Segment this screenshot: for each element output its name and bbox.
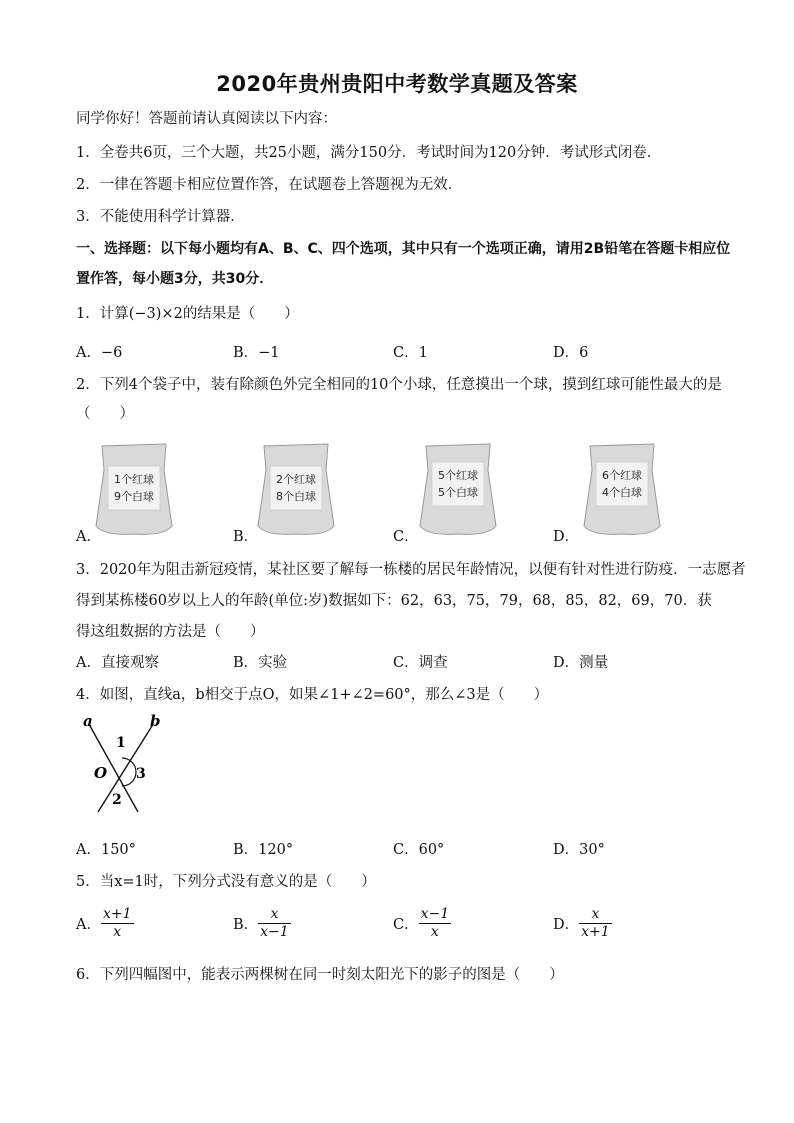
question-5-option-b-label: B． bbox=[233, 917, 259, 933]
bag-d-image bbox=[582, 440, 662, 540]
question-2-stem-line-1: 2．下列4个袋子中，装有除颜色外完全相同的10个小球，任意摸出一个球，摸到红球可能性最大的是 bbox=[76, 377, 722, 393]
question-5-option-c[interactable] bbox=[393, 906, 451, 941]
question-1-option-a[interactable]: A．−6 bbox=[76, 345, 123, 361]
label-line-a: a bbox=[83, 712, 93, 730]
bag-b-label-2: 8个白球 bbox=[276, 490, 316, 503]
fraction-a-numerator: x+1 bbox=[102, 906, 132, 922]
question-2-stem-line-2: （ ） bbox=[76, 406, 134, 422]
question-3-option-d[interactable]: D．测量 bbox=[553, 655, 609, 671]
fraction-b-denominator: x−1 bbox=[260, 924, 289, 940]
question-3-option-c[interactable]: C．调查 bbox=[393, 655, 448, 671]
question-1-stem bbox=[76, 302, 299, 323]
question-5-option-c-label: C． bbox=[393, 917, 419, 933]
bag-a-image bbox=[94, 440, 174, 540]
intro-rule-3: 3．不能使用科学计算器． bbox=[76, 209, 245, 225]
question-2-option-c[interactable]: C． bbox=[393, 529, 419, 545]
question-5-option-a[interactable] bbox=[76, 906, 134, 941]
label-point-o: O bbox=[94, 764, 108, 782]
question-1-option-b[interactable]: B．−1 bbox=[233, 345, 280, 361]
fraction-b bbox=[258, 906, 291, 941]
bag-c-label-2: 5个白球 bbox=[438, 486, 478, 499]
intro-greeting: 同学你好！答题前请认真阅读以下内容： bbox=[76, 111, 337, 127]
question-6-stem: 6．下列四幅图中，能表示两棵树在同一时刻太阳光下的影子的图是（ ） bbox=[76, 967, 564, 983]
question-5-option-b[interactable] bbox=[233, 906, 291, 941]
bag-c-image bbox=[418, 440, 498, 540]
fraction-c bbox=[419, 906, 452, 941]
question-1-stem-end: 的结果是（ ） bbox=[182, 306, 299, 322]
fraction-c-numerator: x−1 bbox=[420, 906, 450, 922]
question-4-option-c[interactable]: C．60° bbox=[393, 842, 445, 858]
question-4-stem: 4．如图，直线a，b相交于点O，如果∠1+∠2=60°，那么∠3是（ ） bbox=[76, 687, 549, 703]
question-2-option-b[interactable]: B． bbox=[233, 529, 259, 545]
fraction-c-denominator: x bbox=[430, 924, 439, 940]
fraction-d-denominator: x+1 bbox=[581, 924, 610, 940]
question-4-option-d[interactable]: D．30° bbox=[553, 842, 605, 858]
section-heading-line-2: 置作答，每小题3分，共30分． bbox=[76, 271, 274, 287]
question-5-option-d[interactable] bbox=[553, 906, 612, 941]
question-1-stem-start: 1．计算 bbox=[76, 306, 129, 322]
bag-b-label-1: 2个红球 bbox=[276, 473, 316, 486]
label-angle-2: 2 bbox=[112, 792, 122, 808]
fraction-d-numerator: x bbox=[579, 906, 612, 924]
bag-d-label-1: 6个红球 bbox=[602, 469, 642, 482]
page-title: 2020年贵州贵阳中考数学真题及答案 bbox=[216, 72, 578, 96]
fraction-a bbox=[101, 906, 134, 941]
question-1-expression: (−3)×2 bbox=[128, 306, 183, 322]
fraction-b-numerator: x bbox=[258, 906, 291, 924]
label-angle-1: 1 bbox=[116, 735, 126, 751]
fraction-a-denominator: x bbox=[113, 924, 122, 940]
question-5-stem: 5．当x=1时，下列分式没有意义的是（ ） bbox=[76, 874, 376, 890]
intro-rule-1: 1．全卷共6页，三个大题，共25小题，满分150分．考试时间为120分钟．考试形式闭卷． bbox=[76, 145, 662, 161]
intersecting-lines-figure bbox=[80, 712, 170, 822]
bag-b-image bbox=[256, 440, 336, 540]
bag-a-label-2: 9个白球 bbox=[114, 490, 154, 503]
bag-a-label-1: 1个红球 bbox=[114, 473, 154, 486]
question-5-option-a-label: A． bbox=[76, 917, 101, 933]
bag-d-label-2: 4个白球 bbox=[602, 486, 642, 499]
question-4-option-a[interactable]: A．150° bbox=[76, 842, 136, 858]
question-1-option-d[interactable]: D．6 bbox=[553, 345, 589, 361]
question-4-option-b[interactable]: B．120° bbox=[233, 842, 294, 858]
question-1-option-c[interactable]: C．1 bbox=[393, 345, 428, 361]
section-heading-line-1: 一、选择题：以下每小题均有A、B、C、四个选项，其中只有一个选项正确，请用2B铅笔在答题卡相应位 bbox=[76, 241, 731, 257]
question-5-option-d-label: D． bbox=[553, 917, 580, 933]
question-2-option-d[interactable]: D． bbox=[553, 529, 580, 545]
question-3-option-a[interactable]: A．直接观察 bbox=[76, 655, 159, 671]
label-line-b: b bbox=[150, 712, 161, 730]
bag-c-label-1: 5个红球 bbox=[438, 469, 478, 482]
label-angle-3: 3 bbox=[136, 766, 146, 782]
question-3-stem-line-1: 3．2020年为阻击新冠疫情，某社区要了解每一栋楼的居民年龄情况，以便有针对性进行防疫．一志愿者 bbox=[76, 562, 746, 578]
question-3-stem-line-2: 得到某栋楼60岁以上人的年龄(单位:岁)数据如下：62，63，75，79，68，85，82，69，70．获 bbox=[76, 593, 712, 609]
intro-rule-2: 2．一律在答题卡相应位置作答，在试题卷上答题视为无效． bbox=[76, 177, 463, 193]
question-3-stem-line-3: 得这组数据的方法是（ ） bbox=[76, 624, 265, 640]
question-2-option-a[interactable]: A． bbox=[76, 529, 101, 545]
fraction-d bbox=[579, 906, 612, 941]
question-3-option-b[interactable]: B．实验 bbox=[233, 655, 288, 671]
